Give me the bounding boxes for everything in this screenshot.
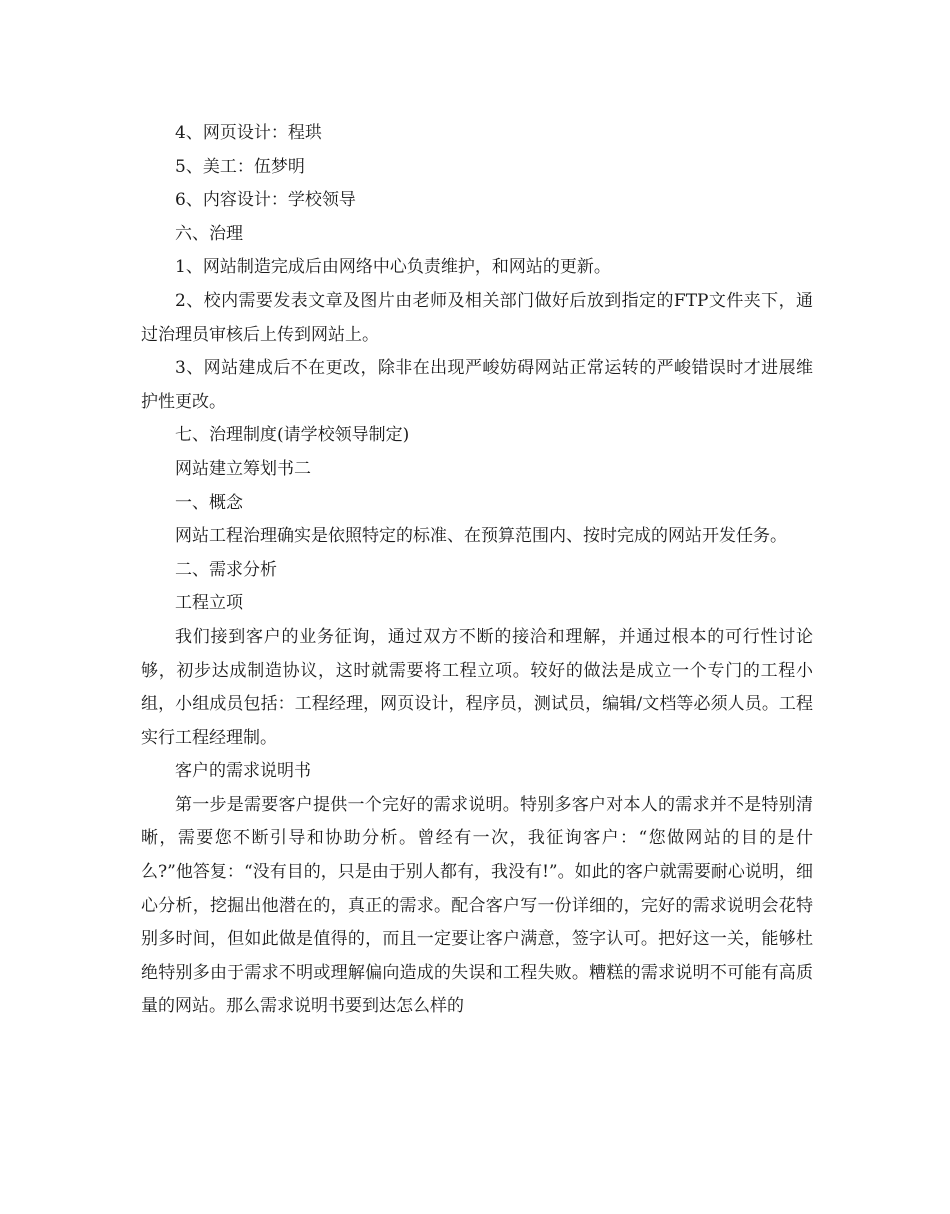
- section-heading-concept: 一、概念: [175, 492, 243, 513]
- paragraph-staff-content: 6、内容设计：学校领导: [175, 190, 356, 211]
- section-heading-requirements: 二、需求分析: [175, 559, 277, 580]
- section-heading-rules: 七、治理制度(请学校领导制定): [175, 425, 410, 446]
- paragraph-management-1: 1、网站制造完成后由网络中心负责维护，和网站的更新。: [175, 257, 611, 278]
- subheading-project-setup: 工程立项: [175, 593, 243, 614]
- section-heading-management: 六、治理: [175, 223, 243, 244]
- paragraph-concept: 网站工程治理确实是依照特定的标准、在预算范围内、按时完成的网站开发任务。: [175, 526, 787, 547]
- paragraph-requirements-spec: 第一步是需要客户提供一个完好的需求说明。特别多客户对本人的需求并不是特别清晰，需要您不断引导和协助分析。曾经有一次，我征询客户：“您做网站的目的是什么?”他答复：“没有目的，只是由于别人都有，我没有!”。如此的客户就需要耐心说明，细心分析，挖掘出他潜在的，真正的需求。配合客户写一份详细的，完好的需求说明会花特别多时间，但如此做是值得的，而且一定要让客户满意，签字认可。把好这一关，能够杜绝特别多由于需求不明或理解偏向造成的失误和工程失败。糟糕的需求说明不可能有高质量的网站。那么需求说明书要到达怎么样的: [141, 794, 813, 1017]
- document-title-plan-two: 网站建立筹划书二: [175, 458, 311, 479]
- paragraph-management-2: 2、校内需要发表文章及图片由老师及相关部门做好后放到指定的FTP文件夹下，通过治理员审核后上传到网站上。: [141, 290, 813, 345]
- paragraph-management-3: 3、网站建成后不在更改，除非在出现严峻妨碍网站正常运转的严峻错误时才进展维护性更改。: [141, 358, 813, 412]
- paragraph-project-setup: 我们接到客户的业务征询，通过双方不断的接洽和理解，并通过根本的可行性讨论够，初步达成制造协议，这时就需要将工程立项。较好的做法是成立一个专门的工程小组，小组成员包括：工程经理，网页设计，程序员，测试员，编辑/文档等必须人员。工程实行工程经理制。: [141, 626, 813, 748]
- paragraph-staff-art: 5、美工：伍梦明: [175, 156, 305, 177]
- document-page: [141, 117, 813, 1024]
- subheading-requirements-spec: 客户的需求说明书: [175, 761, 311, 782]
- paragraph-staff-web-design: 4、网页设计：程珙: [175, 123, 322, 143]
